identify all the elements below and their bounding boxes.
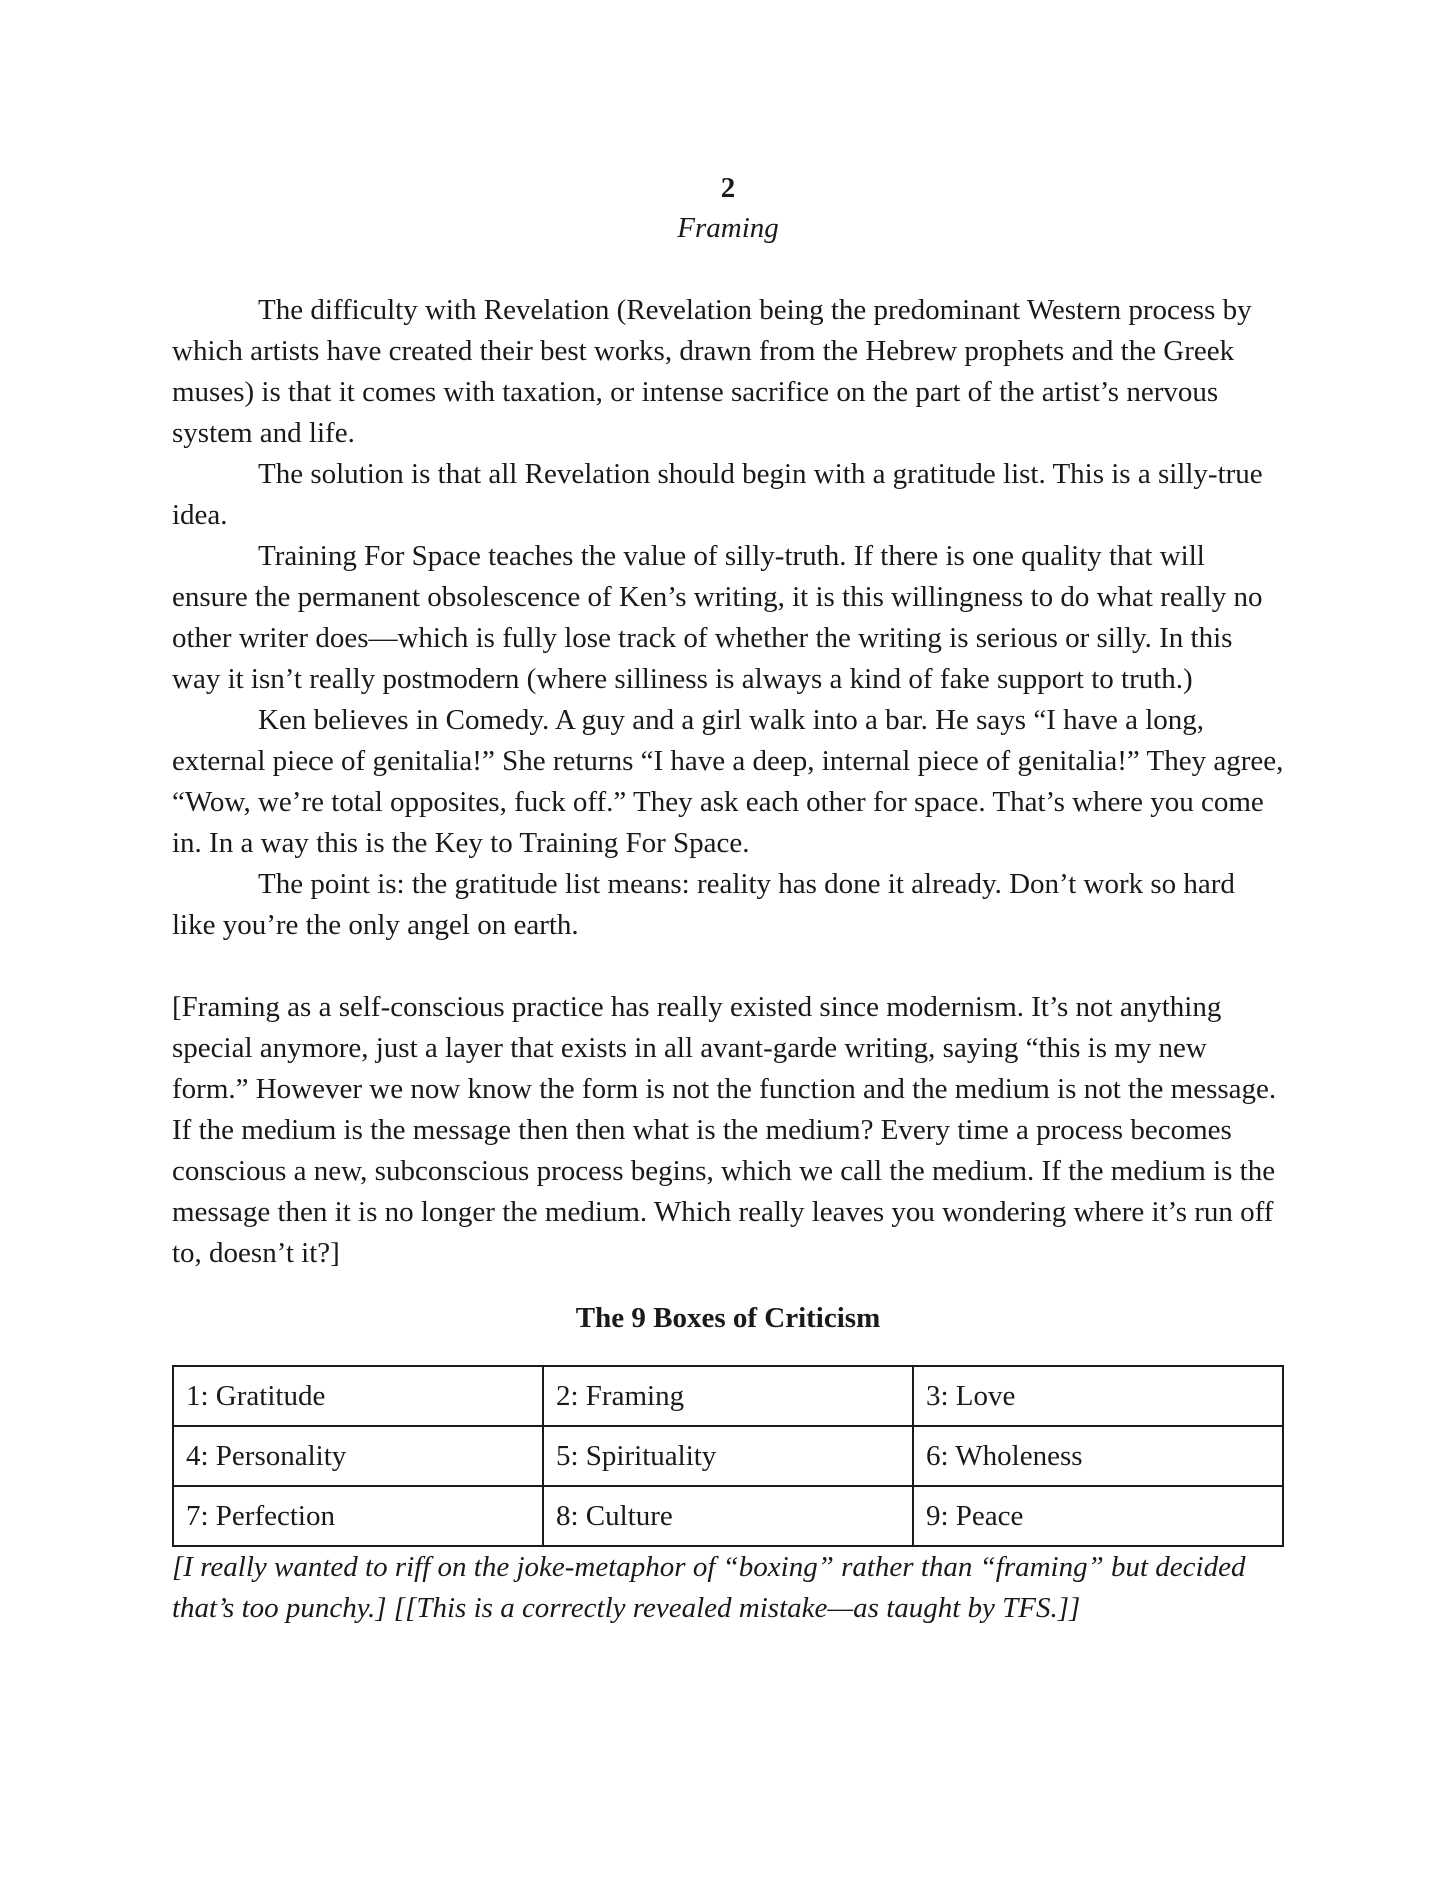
footnote: [I really wanted to riff on the joke-metaphor of “boxing” rather than “framing” but decided that’s too punchy.] [[This is a correctly revealed mistake—as taught by TFS.]] [172,1551,1246,1624]
table-row [173,1486,1283,1546]
table-cell: 1: Gratitude [173,1366,543,1426]
paragraph-comedy: Ken believes in Comedy. A guy and a girl walk into a bar. He says “I have a long, external piece of genitalia!” She returns “I have a deep, internal piece of genitalia!” They agree, “Wow, we’re total opposites, fuck off.” They ask each other for space. That’s where you come in. In a way this is the Key to Training For Space. [172,704,1284,859]
boxes-table [172,1365,1284,1547]
spacer [172,946,1284,987]
paragraph-silly-truth: Training For Space teaches the value of silly-truth. If there is one quality that will ensure the permanent obsolescence of Ken’s writing, it is this willingness to do what really no other writer does—which is fully lose track of whether the writing is serious or silly. In this way it isn’t really postmodern (where silliness is always a kind of fake support to truth.) [172,540,1263,695]
chapter-number: 2 [720,172,736,204]
bracket-paragraph: [Framing as a self-conscious practice has really existed since modernism. It’s not anything special anymore, just a layer that exists in all avant-garde writing, saying “this is my new form.” However we now know the form is not the function and the medium is not the message. If the medium is the message then then what is the medium? Every time a process becomes conscious a new, subconscious process begins, which we call the medium. If the medium is the message then it is no longer the medium. Which really leaves you wondering where it’s run off to, doesn’t it?] [172,991,1277,1269]
paragraph-revelation: The difficulty with Revelation (Revelation being the predominant Western process by which artists have created their best works, drawn from the Hebrew prophets and the Greek muses) is that it comes with taxation, or intense sacrifice on the part of the artist’s nervous system and life. [172,294,1252,449]
table-cell: 9: Peace [913,1486,1283,1546]
main-text [172,290,1284,946]
table-row [173,1366,1283,1426]
table-row [173,1426,1283,1486]
table-cell: 3: Love [913,1366,1283,1426]
boxes-title: The 9 Boxes of Criticism [575,1302,881,1334]
paragraph-solution: The solution is that all Revelation should begin with a gratitude list. This is a silly-true idea. [172,458,1263,531]
paragraph-point: The point is: the gratitude list means: reality has done it already. Don’t work so hard like you’re the only angel on earth. [172,868,1235,941]
table-cell: 8: Culture [543,1486,913,1546]
table-cell: 4: Personality [173,1426,543,1486]
table-cell: 2: Framing [543,1366,913,1426]
table-cell: 7: Perfection [173,1486,543,1546]
table-cell: 6: Wholeness [913,1426,1283,1486]
document-page [172,168,1284,1629]
chapter-title: Framing [677,212,779,244]
table-cell: 5: Spirituality [543,1426,913,1486]
